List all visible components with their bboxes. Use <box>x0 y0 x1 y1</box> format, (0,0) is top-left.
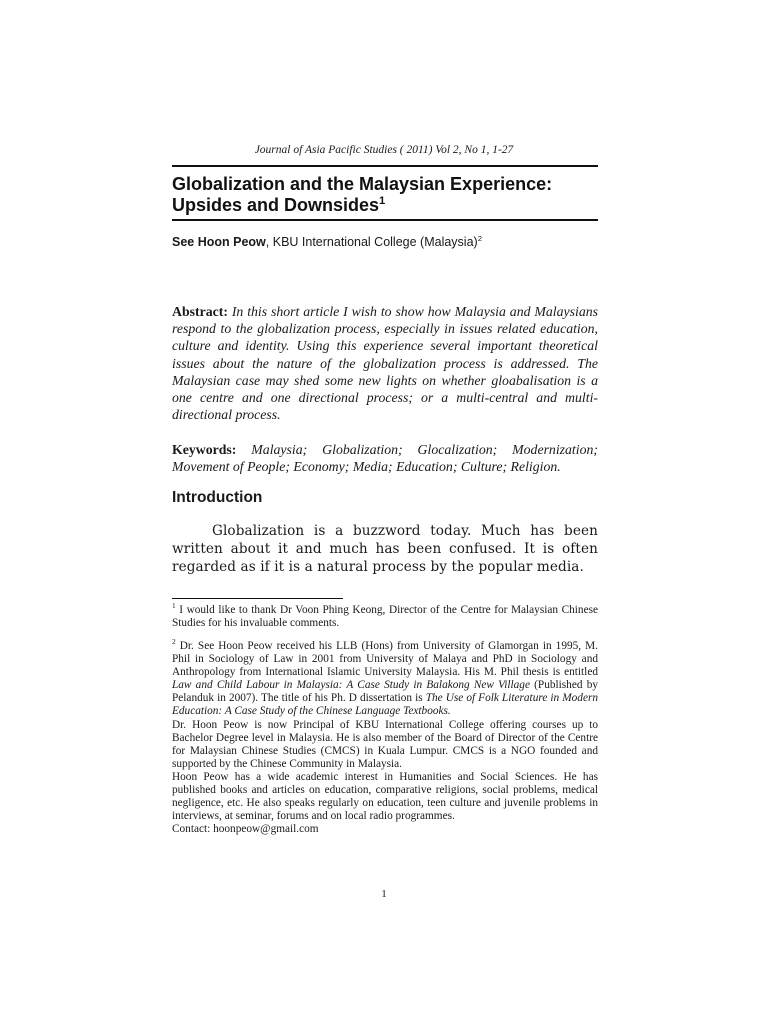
author-footnote-mark: 2 <box>477 233 482 243</box>
abstract-label: Abstract: <box>172 304 228 319</box>
footnote-2-text-part1: Dr. See Hoon Peow received his LLB (Hons) from University of Glamorgan in 1995, M. Phil in Sociology of Law in 2001 from University of Malaya and PhD in Sociology and Anthropology from International Islamic University Malaysia. His M. Phil thesis is entitled <box>172 640 599 679</box>
article-title <box>172 174 598 216</box>
keywords-block <box>172 441 598 475</box>
footnote-separator <box>172 598 343 599</box>
introduction-paragraph: Globalization is a buzzword today. Much has been written about it and much has been confused. It is often regarded as if it is a natural process by the popular media. <box>172 523 598 576</box>
footnote-2-text-part2: (Published by Pelanduk in 2007). The title of his Ph. D dissertation is <box>172 679 598 705</box>
title-bottom-rule <box>172 219 598 221</box>
author-affiliation: , KBU International College (Malaysia) <box>265 235 478 249</box>
title-line-2: Upsides and Downsides <box>172 195 380 215</box>
keywords-label: Keywords: <box>172 442 237 457</box>
keywords-text: Malaysia; Globalization; Glocalization; Modernization; Movement of People; Economy; Media; Education; Culture; Religion. <box>172 442 598 475</box>
title-top-rule <box>172 165 598 167</box>
footnote-1-mark: 1 <box>172 601 176 611</box>
title-line-1: Globalization and the Malaysian Experience: <box>172 174 553 194</box>
journal-citation: Journal of Asia Pacific Studies ( 2011) Vol 2, No 1, 1-27 <box>254 144 514 156</box>
title-footnote-mark: 1 <box>379 195 386 207</box>
footnote-2-paragraph-2: Dr. Hoon Peow is now Principal of KBU International College offering courses up to Bachelor Degree level in Malaysia. He is also member of the Board of Director of the Centre for Malaysian Chinese Studies (CMCS) in Kuala Lumpur. CMCS is a NGO founded and supported by the Chinese Community in Malaysia. <box>172 718 598 770</box>
author-byline <box>172 235 598 249</box>
abstract-text: In this short article I wish to show how Malaysia and Malaysians respond to the globalization process, especially in issues related education, culture and identity. Using this experience several important theoretical issues about the nature of the globalization process is addressed. The Malaysian case may shed some new lights on whether gloabalisation is a one centre and one directional process; or a multi-central and multi-directional process. <box>172 304 598 423</box>
abstract-block <box>172 303 598 423</box>
author-name: See Hoon Peow <box>172 235 266 249</box>
footnote-1-text: I would like to thank Dr Voon Phing Keong, Director of the Centre for Malaysian Chinese Studies for his invaluable comments. <box>172 604 598 630</box>
footnote-2-dissertation-title: The Use of Folk Literature in Modern Education: A Case Study of the Chinese Language Textbooks. <box>172 692 598 718</box>
section-heading-introduction: Introduction <box>172 489 263 506</box>
footnote-2 <box>172 637 599 836</box>
footnote-2-paragraph-1 <box>172 637 599 719</box>
footnote-2-paragraph-3: Hoon Peow has a wide academic interest in Humanities and Social Sciences. He has published books and articles on education, comparative religions, social problems, medical negligence, etc. He also speaks regularly on education, teen culture and juvenile problems in interviews, at seminar, forums and on local radio programmes. <box>172 770 598 823</box>
footnote-1 <box>172 601 598 630</box>
page-number: 1 <box>381 888 387 900</box>
footnote-2-mark: 2 <box>172 637 176 647</box>
footnote-2-contact: Contact: hoonpeow@gmail.com <box>172 823 319 836</box>
footnote-2-thesis-title: Law and Child Labour in Malaysia: A Case Study in Balakong New Village <box>172 679 530 692</box>
